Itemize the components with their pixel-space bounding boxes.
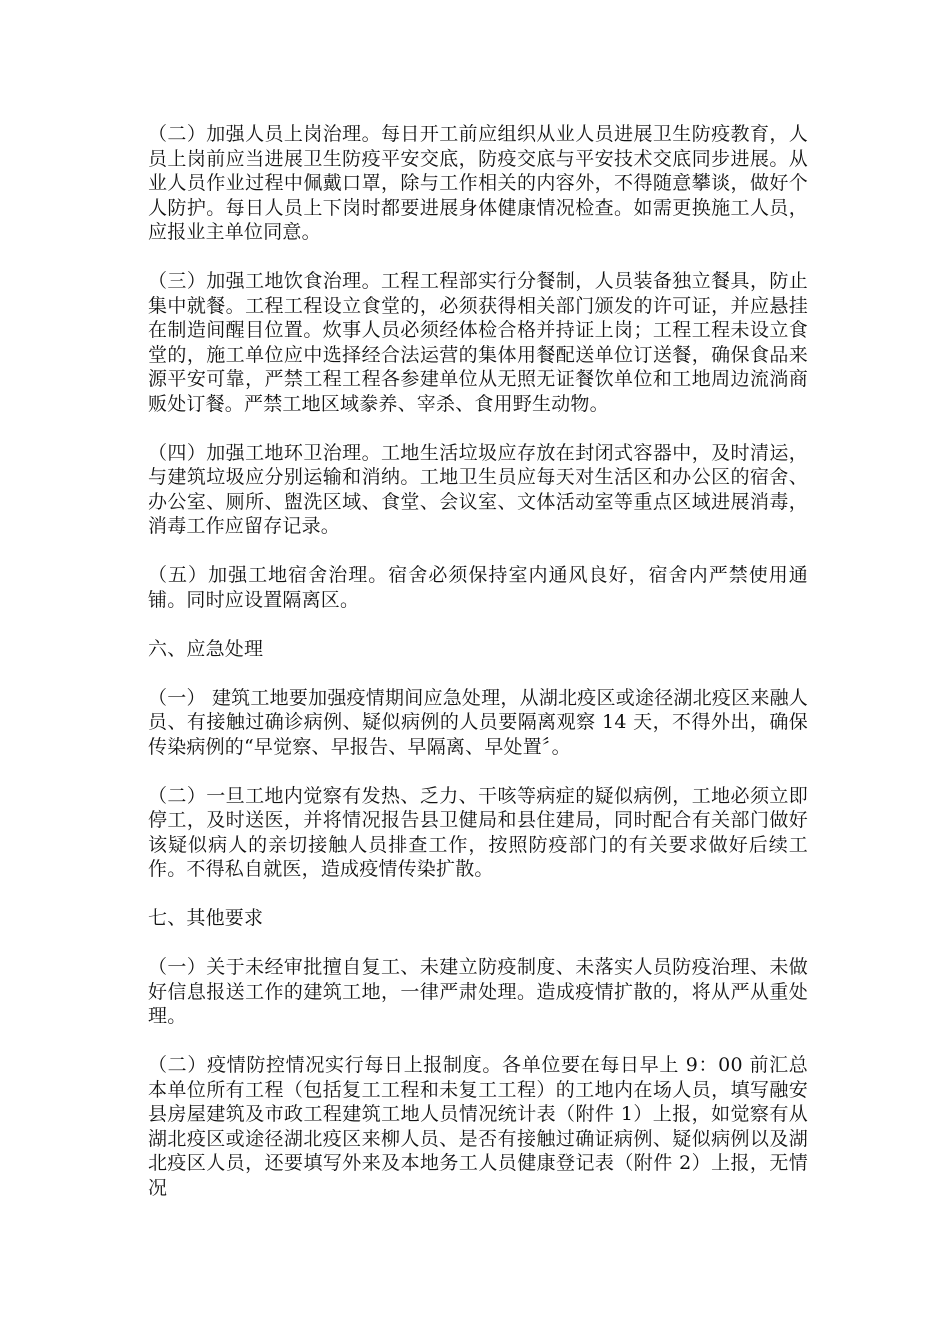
paragraph-food-management: （三）加强工地饮食治理。工程工程部实行分餐制，人员装备独立餐具，防止集中就餐。工程工程设立食堂的，必须获得相关部门颁发的许可证，并应悬挂在制造间醒目位置。炊事人员必须经体检合格并持证上岗；工程工程未设立食堂的，施工单位应中选择经合法运营的集体用餐配送单位订送餐，确保食品来源平安可靠，严禁工程工程各参建单位从无照无证餐饮单位和工地周边流淌商贩处订餐。严禁工地区域豢养、宰杀、食用野生动物。 — [148, 270, 808, 415]
document-body — [148, 122, 808, 1225]
paragraph-sanitation-management: （四）加强工地环卫治理。工地生活垃圾应存放在封闭式容器中，及时清运，与建筑垃圾应分别运输和消纳。工地卫生员应每天对生活区和办公区的宿舍、办公室、厕所、盥洗区域、食堂、会议室、文体活动室等重点区域进展消毒，消毒工作应留存记录。 — [148, 441, 808, 537]
paragraph-emergency-2: （二）一旦工地内觉察有发热、乏力、干咳等病症的疑似病例，工地必须立即停工，及时送医，并将情况报告县卫健局和县住建局，同时配合有关部门做好该疑似病人的亲切接触人员排查工作，按照防疫部门的有关要求做好后续工作。不得私自就医，造成疫情传染扩散。 — [148, 784, 808, 880]
paragraph-staff-management: （二）加强人员上岗治理。每日开工前应组织从业人员进展卫生防疫教育，人员上岗前应当进展卫生防疫平安交底，防疫交底与平安技术交底同步进展。从业人员作业过程中佩戴口罩，除与工作相关的内容外，不得随意攀谈，做好个人防护。每日人员上下岗时都要进展身体健康情况检查。如需更换施工人员，应报业主单位同意。 — [148, 123, 808, 243]
paragraph-dormitory-management: （五）加强工地宿舍治理。宿舍必须保持室内通风良好，宿舍内严禁使用通铺。同时应设置隔离区。 — [148, 564, 808, 611]
section-heading-other: 七、其他要求 — [148, 907, 264, 929]
section-heading-emergency: 六、应急处理 — [148, 637, 264, 660]
paragraph-emergency-1: （一） 建筑工地要加强疫情期间应急处理，从湖北疫区或途径湖北疫区来融人员、有接触过确诊病例、疑似病例的人员要隔离观察 14 天，不得外出，确保传染病例的“早觉察、早报告、早隔离、早处置〞。 — [148, 686, 808, 758]
paragraph-other-1: （一）关于未经审批擅自复工、未建立防疫制度、未落实人员防疫治理、未做好信息报送工作的建筑工地，一律严肃处理。造成疫情扩散的，将从严从重处理。 — [148, 956, 808, 1027]
paragraph-other-2: （二）疫情防控情况实行每日上报制度。各单位要在每日早上 9：00 前汇总本单位所有工程（包括复工工程和未复工工程）的工地内在场人员，填写融安县房屋建筑及市政工程建筑工地人员情况统计表（附件 1）上报，如觉察有从湖北疫区或途径湖北疫区来柳人员、是否有接触过确证病例、疑似病例以及湖北疫区人员，还要填写外来及本地务工人员健康登记表（附件 2）上报，无情况 — [148, 1054, 808, 1199]
